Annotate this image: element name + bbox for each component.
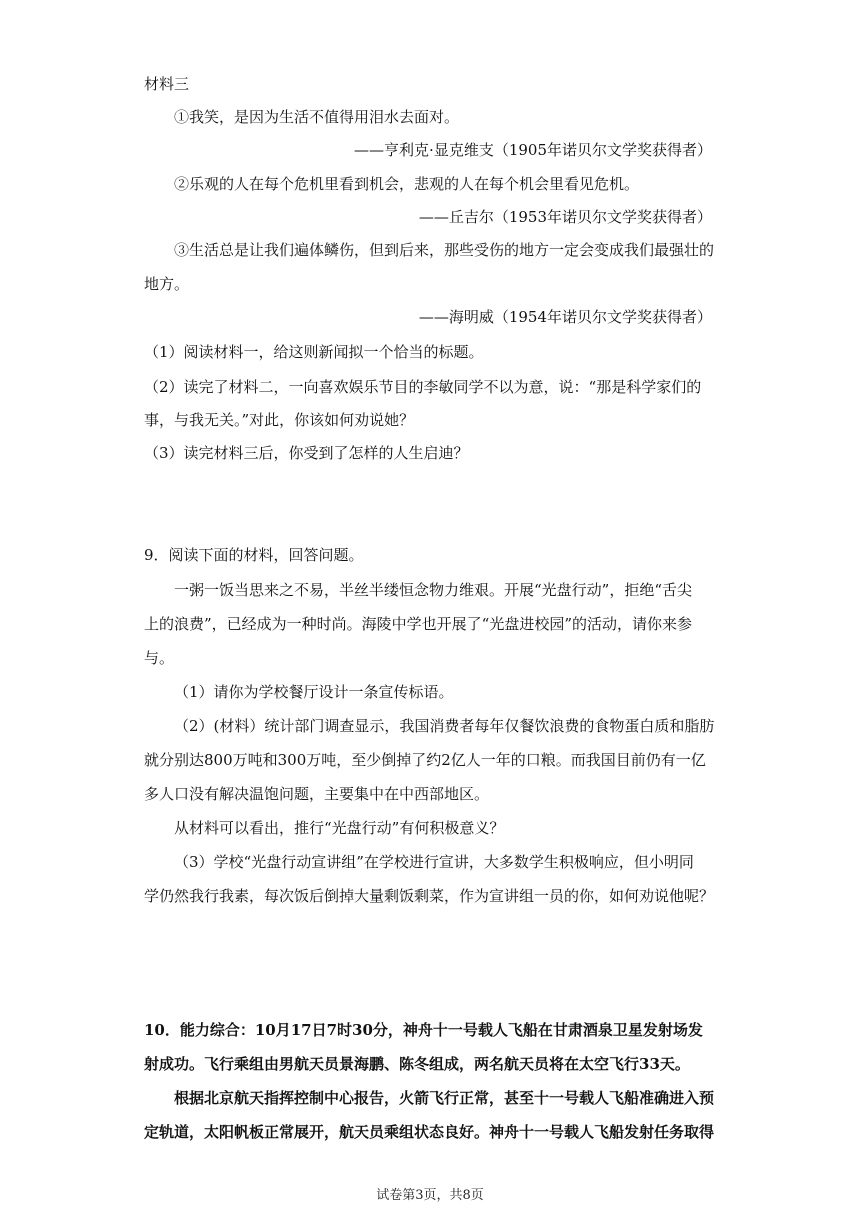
quote-3-line-2: 地方。 xyxy=(144,275,190,293)
q9-sub-2-line-1: （2）(材料）统计部门调查显示，我国消费者每年仅餐饮浪费的食物蛋白质和脂肪 xyxy=(174,717,715,735)
material-heading: 材料三 xyxy=(144,75,190,93)
q9-title: 9．阅读下面的材料，回答问题。 xyxy=(144,546,364,564)
q9-sub-2-question: 从材料可以看出，推行“光盘行动”有何积极意义？ xyxy=(174,819,505,837)
q8-sub-2-line-1: （2）读完了材料二，一向喜欢娱乐节目的李敏同学不以为意，说：“那是科学家们的 xyxy=(144,378,702,396)
q10-line-3: 根据北京航天指挥控制中心报告，火箭飞行正常，甚至十一号载人飞船准确进入预 xyxy=(174,1089,715,1107)
quote-1-source: ——亨利克·显克维支（1905年诺贝尔文学奖获得者） xyxy=(354,141,712,159)
q10-line-1: 10．能力综合：10月17日7时30分，神舟十一号载人飞船在甘肃酒泉卫星发射场发 xyxy=(144,1021,703,1039)
q9-sub-1: （1）请你为学校餐厅设计一条宣传标语。 xyxy=(174,683,454,701)
q10-line-2: 射成功。飞行乘组由男航天员景海鹏、陈冬组成，两名航天员将在太空飞行33天。 xyxy=(144,1055,690,1073)
q9-para-line-1: 一粥一饭当思来之不易，半丝半缕恒念物力维艰。开展“光盘行动”，拒绝“舌尖 xyxy=(174,581,693,599)
q9-sub-3-line-1: （3）学校“光盘行动宣讲组”在学校进行宣讲，大多数学生积极响应，但小明同 xyxy=(174,853,694,871)
q9-para-line-3: 与。 xyxy=(144,649,175,667)
q9-sub-2-line-3: 多人口没有解决温饱问题，主要集中在中西部地区。 xyxy=(144,785,490,803)
q10-line-4: 定轨道，太阳帆板正常展开，航天员乘组状态良好。神舟十一号载人飞船发射任务取得 xyxy=(144,1123,715,1141)
page-footer: 试卷第3页，共8页 xyxy=(376,1188,484,1203)
q8-sub-1: （1）阅读材料一，给这则新闻拟一个恰当的标题。 xyxy=(144,343,484,361)
quote-1: ①我笑，是因为生活不值得用泪水去面对。 xyxy=(174,108,460,126)
quote-2: ②乐观的人在每个危机里看到机会，悲观的人在每个机会里看见危机。 xyxy=(174,175,640,193)
q9-para-line-2: 上的浪费”，已经成为一种时尚。海陵中学也开展了“光盘进校园”的活动，请你来参 xyxy=(144,615,693,633)
quote-3-line-1: ③生活总是让我们遍体鳞伤，但到后来，那些受伤的地方一定会变成我们最强壮的 xyxy=(174,241,715,259)
q8-sub-3: （3）读完材料三后，你受到了怎样的人生启迪？ xyxy=(144,444,469,462)
quote-3-source: ——海明威（1954年诺贝尔文学奖获得者） xyxy=(418,308,712,326)
q8-sub-2-line-2: 事，与我无关。”对此，你该如何劝说她？ xyxy=(144,411,415,429)
q9-sub-2-line-2: 就分别达800万吨和300万吨，至少倒掉了约2亿人一年的口粮。而我国目前仍有一亿 xyxy=(144,751,706,769)
q9-sub-3-line-2: 学仍然我行我素，每次饭后倒掉大量剩饭剩菜，作为宣讲组一员的你，如何劝说他呢？ xyxy=(144,887,715,905)
quote-2-source: ——丘吉尔（1953年诺贝尔文学奖获得者） xyxy=(418,208,712,226)
